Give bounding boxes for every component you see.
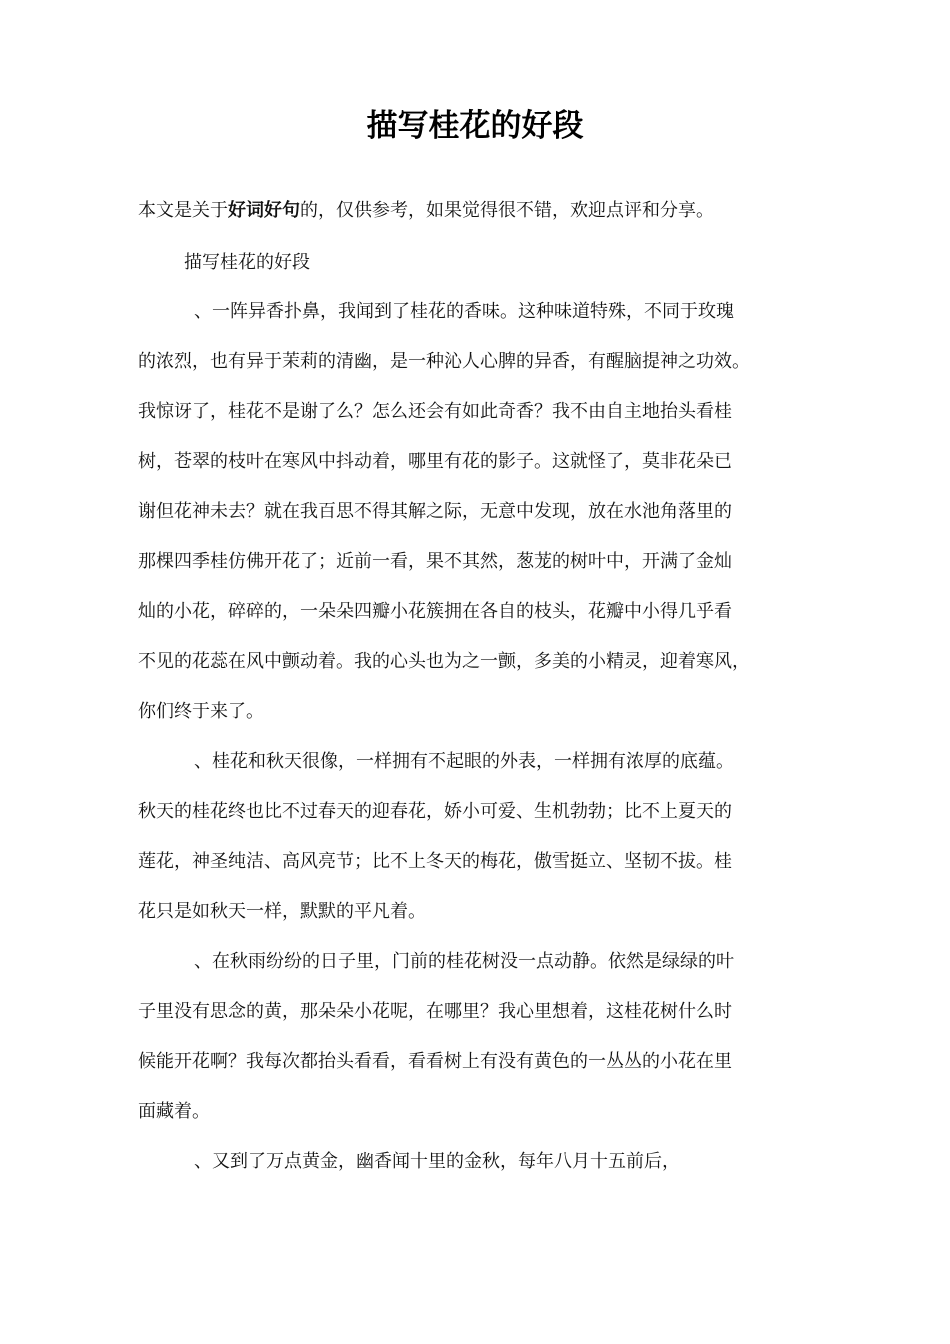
paragraph-line: 候能开花啊？我每次都抬头看看，看看树上有没有黄色的一丛丛的小花在里 <box>138 1051 732 1072</box>
intro-suffix: 的，仅供参考，如果觉得很不错，欢迎点评和分享。 <box>300 200 714 221</box>
paragraph-line: 不见的花蕊在风中颤动着。我的心头也为之一颤，多美的小精灵，迎着寒风， <box>138 651 750 672</box>
intro-keyword: 好词好句 <box>228 200 300 221</box>
paragraph-line: 树，苍翠的枝叶在寒风中抖动着，哪里有花的影子。这就怪了，莫非花朵已 <box>138 451 732 472</box>
paragraph-line: 、在秋雨纷纷的日子里，门前的桂花树没一点动静。依然是绿绿的叶 <box>194 951 734 972</box>
paragraph-line: 灿的小花，碎碎的，一朵朵四瓣小花簇拥在各自的枝头，花瓣中小得几乎看 <box>138 601 732 622</box>
intro-prefix: 本文是关于 <box>138 200 228 221</box>
document-title: 描写桂花的好段 <box>366 108 584 144</box>
paragraph-line: 面藏着。 <box>138 1101 210 1122</box>
paragraph-line: 你们终于来了。 <box>138 701 264 722</box>
paragraph-line: 那棵四季桂仿佛开花了；近前一看，果不其然，葱茏的树叶中，开满了金灿 <box>138 551 732 572</box>
paragraph-line: 、桂花和秋天很像，一样拥有不起眼的外表，一样拥有浓厚的底蕴。 <box>194 751 734 772</box>
paragraph-line: 、又到了万点黄金，幽香闻十里的金秋，每年八月十五前后， <box>194 1151 680 1172</box>
paragraph-line: 子里没有思念的黄，那朵朵小花呢，在哪里？我心里想着，这桂花树什么时 <box>138 1001 732 1022</box>
paragraph-line: 莲花，神圣纯洁、高风亮节；比不上冬天的梅花，傲雪挺立、坚韧不拔。桂 <box>138 851 732 872</box>
section-subtitle: 描写桂花的好段 <box>184 252 310 273</box>
body-paragraph <box>138 296 838 746</box>
paragraph-line: 、一阵异香扑鼻，我闻到了桂花的香味。这种味道特殊，不同于玫瑰 <box>194 301 734 322</box>
body-paragraph <box>138 746 838 946</box>
paragraph-line: 谢但花神未去？就在我百思不得其解之际，无意中发现，放在水池角落里的 <box>138 501 732 522</box>
body-text <box>138 296 838 1196</box>
paragraph-line: 花只是如秋天一样，默默的平凡着。 <box>138 901 426 922</box>
intro-paragraph <box>138 195 838 227</box>
paragraph-line: 秋天的桂花终也比不过春天的迎春花，娇小可爱、生机勃勃；比不上夏天的 <box>138 801 732 822</box>
paragraph-line: 的浓烈，也有异于茉莉的清幽，是一种沁人心脾的异香，有醒脑提神之功效。 <box>138 351 750 372</box>
body-paragraph <box>138 1146 838 1196</box>
paragraph-line: 我惊讶了，桂花不是谢了么？怎么还会有如此奇香？我不由自主地抬头看桂 <box>138 401 732 422</box>
body-paragraph <box>138 946 838 1146</box>
